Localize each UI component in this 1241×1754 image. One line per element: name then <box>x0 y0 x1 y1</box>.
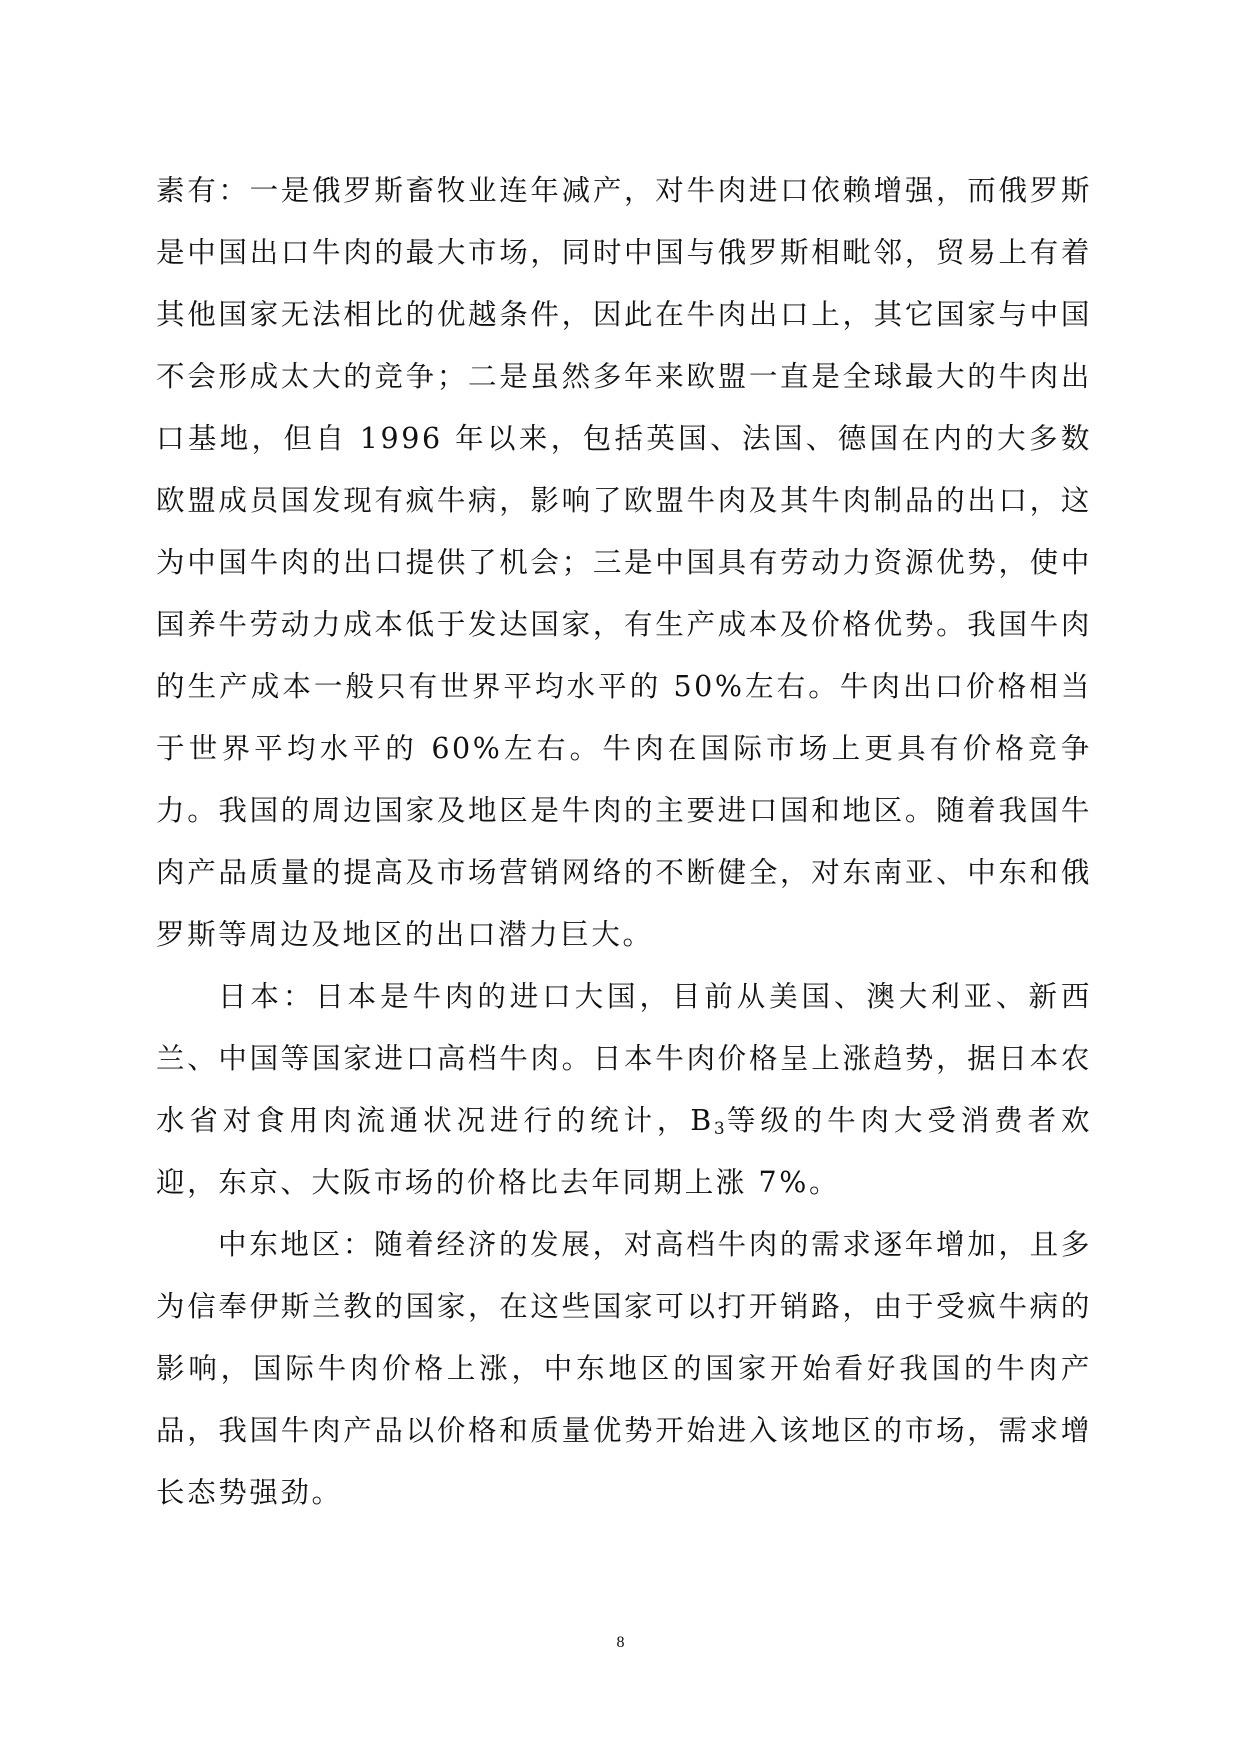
japan-text-after: 等级的牛肉大受消费者欢迎，东京、大阪市场的价格比去年同期上涨 7%。 <box>156 1104 1092 1199</box>
paragraph-russia-export-factors: 素有：一是俄罗斯畜牧业连年减产，对牛肉进口依赖增强，而俄罗斯是中国出口牛肉的最大市场，同时中国与俄罗斯相毗邻，贸易上有着其他国家无法相比的优越条件，因此在牛肉出口上，其它国家与中国不会形成太大的竞争；二是虽然多年来欧盟一直是全球最大的牛肉出口基地，但自 1996 年以来，包括英国、法国、德国在内的大多数欧盟成员国发现有疯牛病，影响了欧盟牛肉及其牛肉制品的出口，这为中国牛肉的出口提供了机会；三是中国具有劳动力资源优势，使中国养牛劳动力成本低于发达国家，有生产成本及价格优势。我国牛肉的生产成本一般只有世界平均水平的 50%左右。牛肉出口价格相当于世界平均水平的 60%左右。牛肉在国际市场上更具有价格竞争力。我国的周边国家及地区是牛肉的主要进口国和地区。随着我国牛肉产品质量的提高及市场营销网络的不断健全，对东南亚、中东和俄罗斯等周边及地区的出口潜力巨大。 <box>156 174 1092 951</box>
page-number: 8 <box>616 1634 625 1651</box>
paragraph-japan-market <box>156 966 1092 1214</box>
paragraph-middle-east-market: 中东地区：随着经济的发展，对高档牛肉的需求逐年增加，且多为信奉伊斯兰教的国家，在这些国家可以打开销路，由于受疯牛病的影响，国际牛肉价格上涨，中东地区的国家开始看好我国的牛肉产品，我国牛肉产品以价格和质量优势开始进入该地区的市场，需求增长态势强劲。 <box>156 1228 1092 1509</box>
body-text <box>156 160 1092 1524</box>
grade-subscript: 3 <box>713 1119 725 1139</box>
japan-text-before: 日本：日本是牛肉的进口大国，目前从美国、澳大利亚、新西兰、中国等国家进口高档牛肉。日本牛肉价格呈上涨趋势，据日本农水省对食用肉流通状况进行的统计，B <box>156 980 1092 1137</box>
